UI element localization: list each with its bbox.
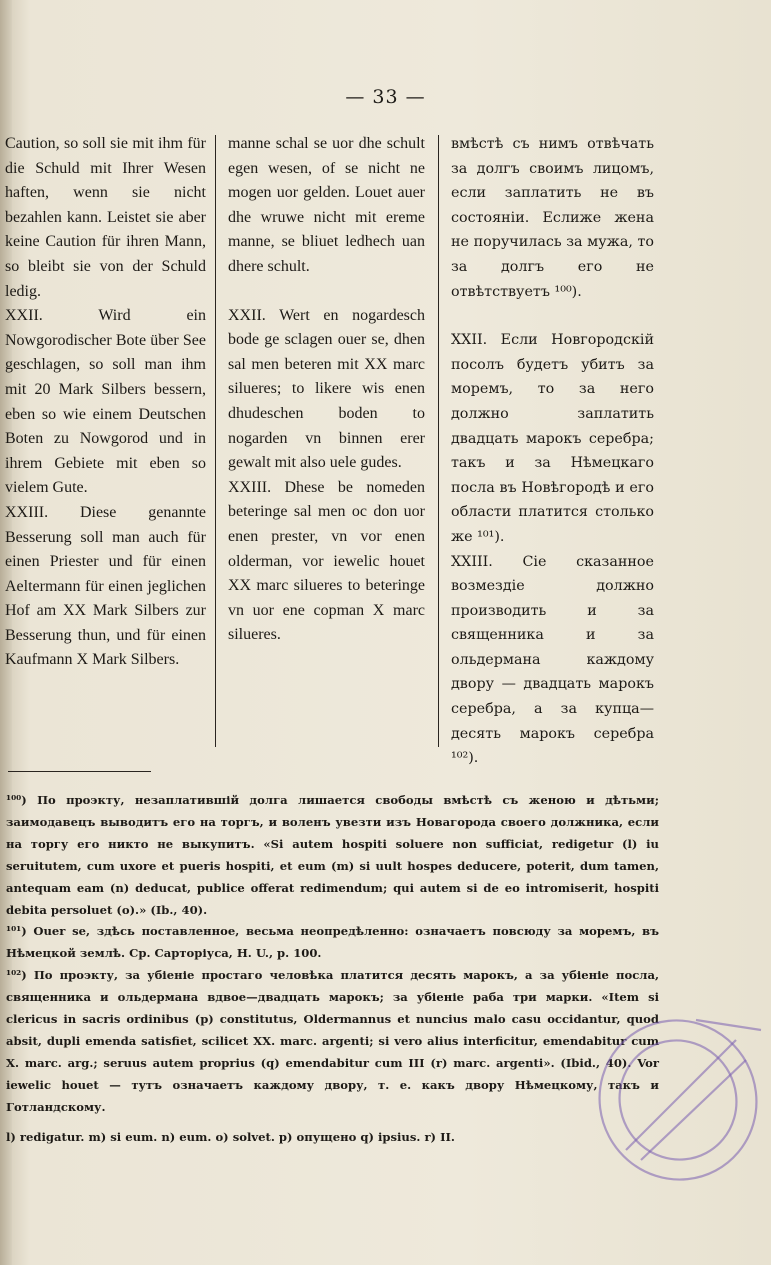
german-paragraph: Caution, so soll sie mit ihm für die Schuld mit Ihrer Wesen haften, wenn sie nicht bezahlen kann. Leistet sie aber keine Caution für ihren Mann, so bleibt sie von der Schuld ledig. — [5, 135, 206, 300]
column-divider — [438, 135, 439, 747]
footnote-102: ¹⁰²) По проэкту, за убіеніе простаго человѣка платится десять марокъ, а за убіеніе посла, священника и ольдермана вдвое—двадцать марокъ; за убіеніе раба три марки. «Item si clericus in sacris ordinibus (p) constitutus, Oldermannus et nuncius malo casu occidantur, quod absit, dupli emenda satisfiet, scilicet XX. marc. argenti; si vero alius interficitur, emendabitur cum X. marc. arg.; seruus autem proprius (q) emendabitur cum III (r) marc. argenti». (Ibid., 40). Vor iewelic houet — тутъ означаетъ каждому двору, т. е. какъ двору Нѣмецкому, такъ и Готландскому. — [6, 968, 659, 1114]
russian-paragraph: XXIII. Сіе сказанное возмездіе должно производить и за священника и за ольдермана каждому двору — двадцать марокъ серебра, а за купца—десять марокъ серебра ¹⁰²). — [451, 553, 654, 767]
column-russian — [451, 132, 654, 771]
paragraph-gap — [451, 304, 654, 328]
column-lowgerman — [228, 132, 425, 648]
footnote-separator — [8, 771, 151, 772]
footnote-100: ¹⁰⁰) По проэкту, незаплатившій долга лишается свободы вмѣстѣ съ женою и дѣтьми; заимодавецъ выводитъ его на торгъ, и воленъ увезти изъ Новагорода своего должника, если на торгу его никто не выкупитъ. «Si autem hospiti soluere non sufficiat, redigetur (l) iu seruitutem, cum uxore et pueris hospiti, et eum (m) si uult hospes deducere, poterit, dum tamen, antequam eam (n) deducat, publice offerat redimendum; qui autem si de eo intromiserit, hospiti debita persoluet (o).» (Ib., 40). — [6, 793, 659, 917]
german-paragraph: XXIII. Diese genannte Besserung soll man auch für einen Priester und für einen Aeltermann für einen jeglichen Hof am XX Mark Silbers zur Besserung thun, und für einen Kaufmann X Mark Silbers. — [5, 503, 206, 669]
column-divider — [215, 135, 216, 747]
variant-readings: l) redigatur. m) si eum. n) eum. o) solvet. p) опущено q) ipsius. r) II. — [6, 1129, 455, 1144]
page-number: — 33 — — [345, 86, 426, 108]
lowgerman-paragraph: XXIII. Dhese be nomeden beteringe sal men oc don uor enen prester, vn vor enen olderman, vor iewelic houet XX marc silueres to beteringe vn uor ene copman X marc silueres. — [228, 478, 425, 644]
column-german — [5, 132, 206, 673]
footnote-101: ¹⁰¹) Ouer se, здѣсь поставленное, весьма неопредѣленно: означаетъ повсюду за моремъ, въ Нѣмецкой землѣ. Ср. Сарторіуса, H. U., p. 100. — [6, 924, 659, 961]
russian-paragraph: XXII. Если Новгородскій посолъ будетъ убитъ за моремъ, то за него должно заплатить двадцать марокъ серебра; такъ и за Нѣмецкаго посла въ Новѣгородѣ и его области платится столько же ¹⁰¹). — [451, 332, 654, 545]
lowgerman-paragraph: manne schal se uor dhe schult egen wesen, of se nicht ne mogen uor gelden. Louet auer dhe wruwe nicht mit ereme manne, se bliuet ledhech uan dhere schult. — [228, 135, 425, 275]
german-paragraph: XXII. Wird ein Nowgorodischer Bote über See geschlagen, so soll man ihm mit 20 Mark Silbers bessern, eben so wie einem Deutschen Boten zu Nowgorod und in ihrem Gebiete mit eben so vielem Gute. — [5, 307, 206, 497]
footnotes — [6, 790, 659, 1149]
library-stamp-icon — [586, 1000, 766, 1190]
lowgerman-paragraph: XXII. Wert en nogardesch bode ge sclagen ouer se, dhen sal men beteren mit XX marc silueres; to likere wis enen dhudeschen boden to nogarden vn binnen erer gewalt mit also uele gudes. — [228, 306, 425, 472]
russian-paragraph: вмѣстѣ съ нимъ отвѣчать за долгъ своимъ лицомъ, если заплатить не въ состояніи. Еслиже жена не поручилась за мужа, то за долгъ его не отвѣтствуетъ ¹⁰⁰). — [451, 136, 654, 300]
paragraph-gap — [228, 280, 425, 304]
